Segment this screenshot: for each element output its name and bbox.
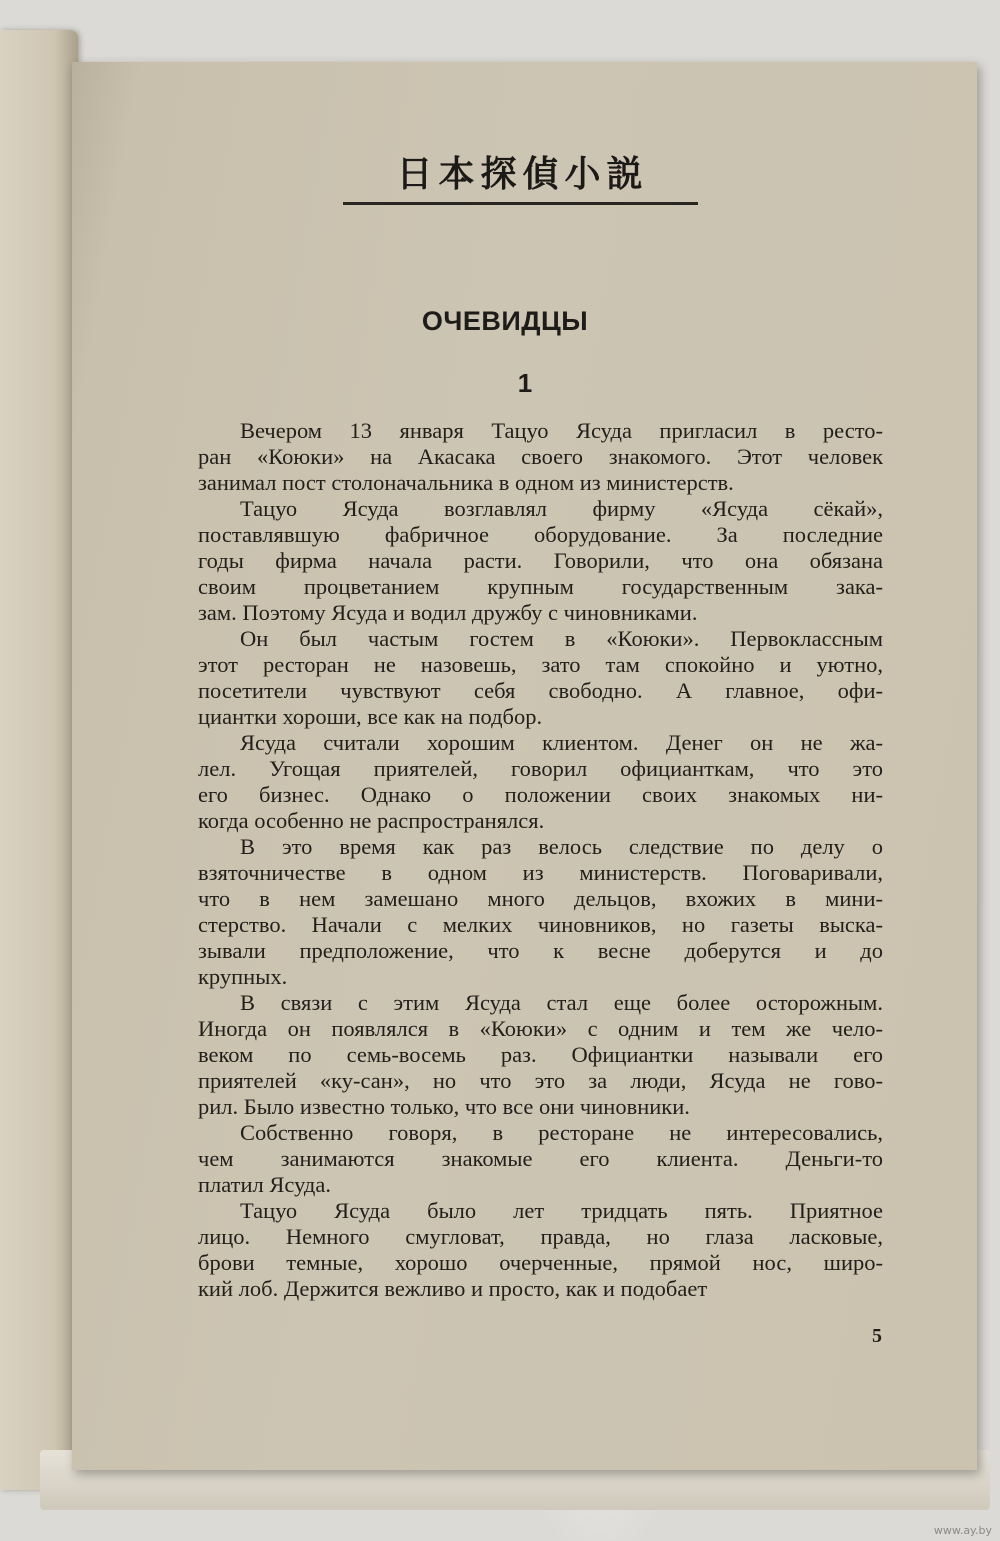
story-title: ОЧЕВИДЦЫ (421, 306, 589, 336)
text-line: поставлявшую фабричное оборудование. За последние (198, 522, 883, 547)
text-line: чем занимаются знакомые его клиента. Деньги-то (198, 1146, 883, 1171)
text-line: стерство. Начали с мелких чиновников, но газеты выска- (198, 912, 883, 937)
left-page-edge (0, 30, 78, 1490)
text-line: кий лоб. Держится вежливо и просто, как и подобает (198, 1276, 708, 1301)
text-line: лел. Угощая приятелей, говорил официанткам, что это (198, 756, 883, 781)
watermark: www.ay.by (933, 1524, 992, 1537)
series-title: 日本探偵小説 (396, 154, 649, 195)
text-line: В связи с этим Ясуда стал еще более осторожным. (240, 990, 883, 1015)
text-line: взяточничестве в одном из министерств. Поговаривали, (198, 860, 883, 885)
text-line: своим процветанием крупным государственным зака- (198, 574, 883, 599)
text-line: ран «Коюки» на Акасака своего знакомого. Этот человек (198, 444, 883, 469)
text-line: его бизнес. Однако о положении своих знакомых ни- (198, 782, 883, 807)
body-text (198, 418, 883, 1302)
series-title-underline (343, 202, 698, 205)
text-line: рил. Было известно только, что все они чиновники. (198, 1094, 690, 1119)
text-line: что в нем замешано много дельцов, вхожих в мини- (198, 886, 883, 911)
text-line: Тацуо Ясуда было лет тридцать пять. Приятное (240, 1198, 883, 1223)
text-line: Он был частым гостем в «Коюки». Первоклассным (240, 626, 883, 651)
text-line: занимал пост столоначальника в одном из министерств. (198, 470, 734, 495)
text-line: Вечером 13 января Тацуо Ясуда пригласил в ресто- (240, 418, 883, 443)
chapter-number: 1 (517, 368, 533, 398)
text-line: Собственно говоря, в ресторане не интересовались, (240, 1120, 883, 1145)
text-line: когда особенно не распространялся. (198, 808, 545, 833)
text-line: Тацуо Ясуда возглавлял фирму «Ясуда сёкай», (240, 496, 883, 521)
text-line: платил Ясуда. (198, 1172, 331, 1197)
text-line: зывали предположение, что к весне доберутся и до (198, 938, 883, 963)
text-line: зам. Поэтому Ясуда и водил дружбу с чиновниками. (198, 600, 698, 625)
text-line: приятелей «ку-сан», но что это за люди, Ясуда не гово- (198, 1068, 883, 1093)
text-line: посетители чувствуют себя свободно. А главное, офи- (198, 678, 883, 703)
text-line: Иногда он появлялся в «Коюки» с одним и тем же чело- (198, 1016, 883, 1041)
text-line: этот ресторан не назовешь, зато там спокойно и уютно, (198, 652, 883, 677)
text-line: брови темные, хорошо очерченные, прямой нос, широ- (198, 1250, 883, 1275)
text-line: циантки хороши, все как на подбор. (198, 704, 543, 729)
text-line: веком по семь-восемь раз. Официантки называли его (198, 1042, 883, 1067)
text-line: годы фирма начала расти. Говорили, что она обязана (198, 548, 883, 573)
text-line: В это время как раз велось следствие по делу о (240, 834, 883, 859)
text-line: Ясуда считали хорошим клиентом. Денег он не жа- (240, 730, 883, 755)
text-line: лицо. Немного смугловат, правда, но глаза ласковые, (198, 1224, 883, 1249)
text-line: крупных. (198, 964, 288, 989)
page-number: 5 (872, 1325, 882, 1347)
